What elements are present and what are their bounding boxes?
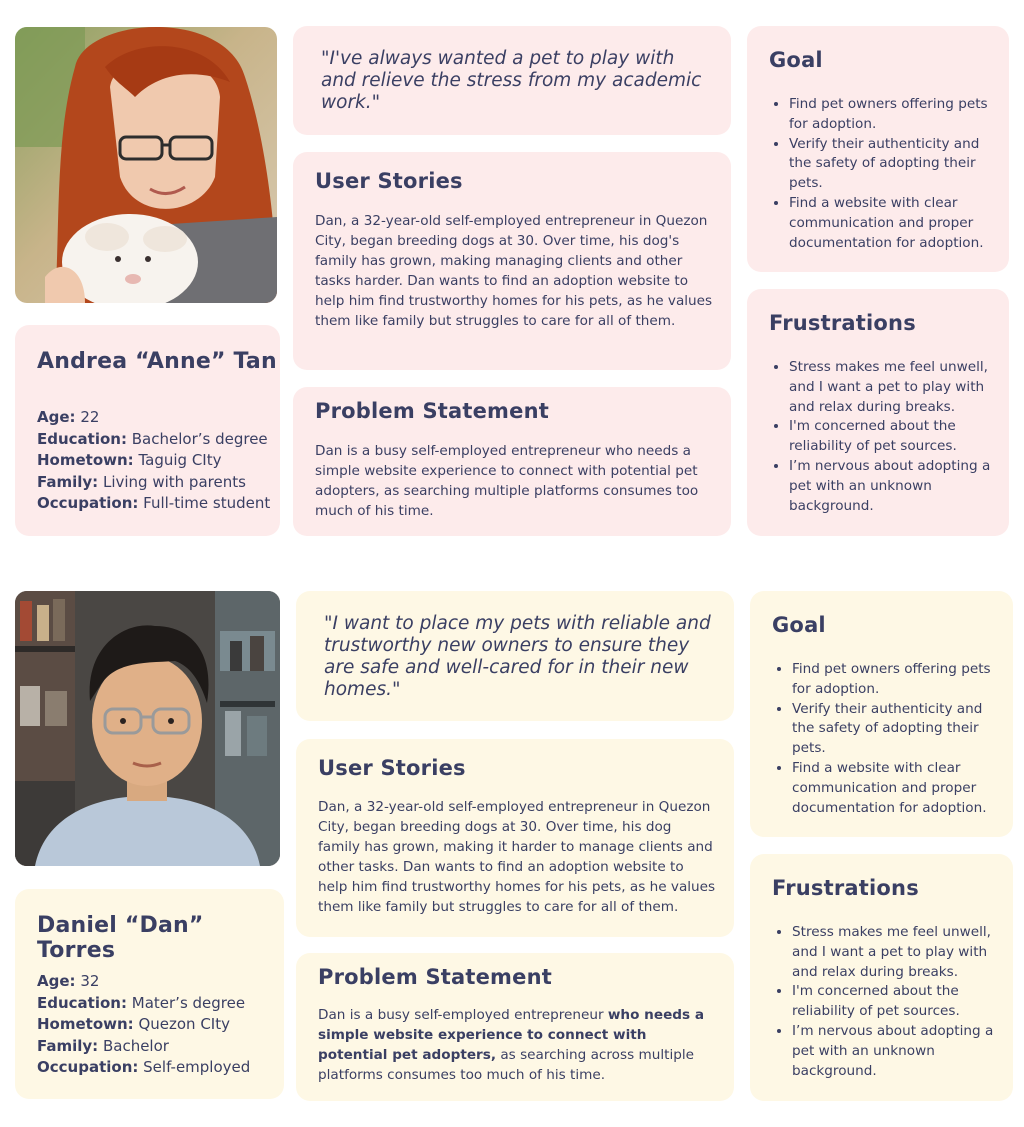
- user-stories-text: Dan, a 32-year-old self-employed entrepreneur in Quezon City, began breeding dogs at 30. Over time, his dog's family has grown, making managing clients and other tasks harder. Dan wants to find an adoption website to help him find trustworthy homes for his pets, as he values them like family but struggles to care for all of them.: [315, 213, 713, 329]
- detail-family: Family: Bachelor: [37, 1036, 169, 1055]
- user-stories-title: User Stories: [318, 756, 466, 780]
- frustrations-card: [747, 289, 1009, 536]
- persona-details: [37, 407, 270, 515]
- problem-statement-card: [293, 387, 731, 536]
- frustrations-title: Frustrations: [769, 311, 916, 335]
- detail-education: Education: Bachelor’s degree: [37, 429, 268, 448]
- goal-title: Goal: [772, 613, 826, 637]
- frustrations-card: [750, 854, 1013, 1101]
- goal-item: • Find a website with clear communication and proper documentation for adoption.: [789, 194, 995, 253]
- problem-statement-text: Dan is a busy self-employed entrepreneur who needs a simple website experience to connect with potential pet adopters, as searching across multiple platforms consumes too much of his time.: [318, 1007, 705, 1083]
- goal-item: • Find pet owners offering pets for adoption.: [792, 660, 999, 700]
- goal-list: [769, 95, 995, 253]
- frustration-item: • I'm concerned about the reliability of pet sources.: [792, 982, 999, 1022]
- persona-profile-card: [15, 889, 284, 1099]
- persona-name: Daniel “Dan” Torres: [37, 913, 204, 963]
- frustration-item: • Stress makes me feel unwell, and I want a pet to play with and relax during breaks.: [789, 358, 995, 417]
- frustration-item: • Stress makes me feel unwell, and I want a pet to play with and relax during breaks.: [792, 923, 999, 982]
- problem-statement-card: [296, 953, 734, 1101]
- quote-card: [293, 26, 731, 135]
- frustration-item: • I’m nervous about adopting a pet with an unknown background.: [789, 457, 995, 516]
- detail-age: Age: 22: [37, 408, 100, 426]
- detail-occupation: Occupation: Full-time student: [37, 494, 271, 512]
- problem-statement-text: Dan is a busy self-employed entrepreneur who needs a simple website experience to connect with potential pet adopters, as searching multiple platforms consumes too much of his time.: [315, 443, 699, 519]
- user-stories-text: Dan, a 32-year-old self-employed entrepreneur in Quezon City, began breeding dogs at 30. Over time, his dog family has grown, making it harder to manage clients and other tasks. Dan wants to find an adoption website to help him find trustworthy homes for his pets, as he values them like family but struggles to care for all of them.: [318, 799, 716, 915]
- frustration-item: • I'm concerned about the reliability of pet sources.: [789, 417, 995, 457]
- goal-title: Goal: [769, 48, 823, 72]
- detail-hometown: Hometown: Quezon CIty: [37, 1015, 230, 1033]
- detail-age: Age: 32: [37, 972, 100, 990]
- frustrations-title: Frustrations: [772, 876, 919, 900]
- persona-photo: [15, 591, 280, 866]
- detail-hometown: Hometown: Taguig CIty: [37, 451, 222, 469]
- goal-item: • Verify their authenticity and the safety of adopting their pets.: [789, 135, 995, 194]
- quote-card: [296, 591, 734, 721]
- persona-quote: "I want to place my pets with reliable and trustworthy new owners to ensure they are safe and well-cared for in their new homes.": [324, 613, 711, 700]
- frustration-item: • I’m nervous about adopting a pet with an unknown background.: [792, 1022, 999, 1081]
- goal-card: [747, 26, 1009, 272]
- persona-profile-card: [15, 325, 280, 536]
- user-stories-card: [293, 152, 731, 370]
- user-stories-title: User Stories: [315, 169, 463, 193]
- persona-photo: [15, 27, 277, 303]
- user-stories-card: [296, 739, 734, 937]
- persona-name: Andrea “Anne” Tan: [37, 349, 277, 374]
- goal-list: [772, 660, 999, 818]
- problem-statement-title: Problem Statement: [318, 965, 552, 989]
- goal-item: • Find pet owners offering pets for adoption.: [789, 95, 995, 135]
- detail-family: Family: Living with parents: [37, 472, 246, 491]
- persona-details: [37, 971, 250, 1079]
- detail-education: Education: Mater’s degree: [37, 993, 246, 1012]
- goal-item: • Find a website with clear communication and proper documentation for adoption.: [792, 759, 999, 818]
- goal-item: • Verify their authenticity and the safety of adopting their pets.: [792, 700, 999, 759]
- detail-occupation: Occupation: Self-employed: [37, 1058, 251, 1076]
- goal-card: [750, 591, 1013, 837]
- problem-statement-title: Problem Statement: [315, 399, 549, 423]
- persona-quote: "I've always wanted a pet to play with and relieve the stress from my academic work.": [321, 48, 702, 113]
- frustrations-list: [772, 923, 999, 1081]
- frustrations-list: [769, 358, 995, 516]
